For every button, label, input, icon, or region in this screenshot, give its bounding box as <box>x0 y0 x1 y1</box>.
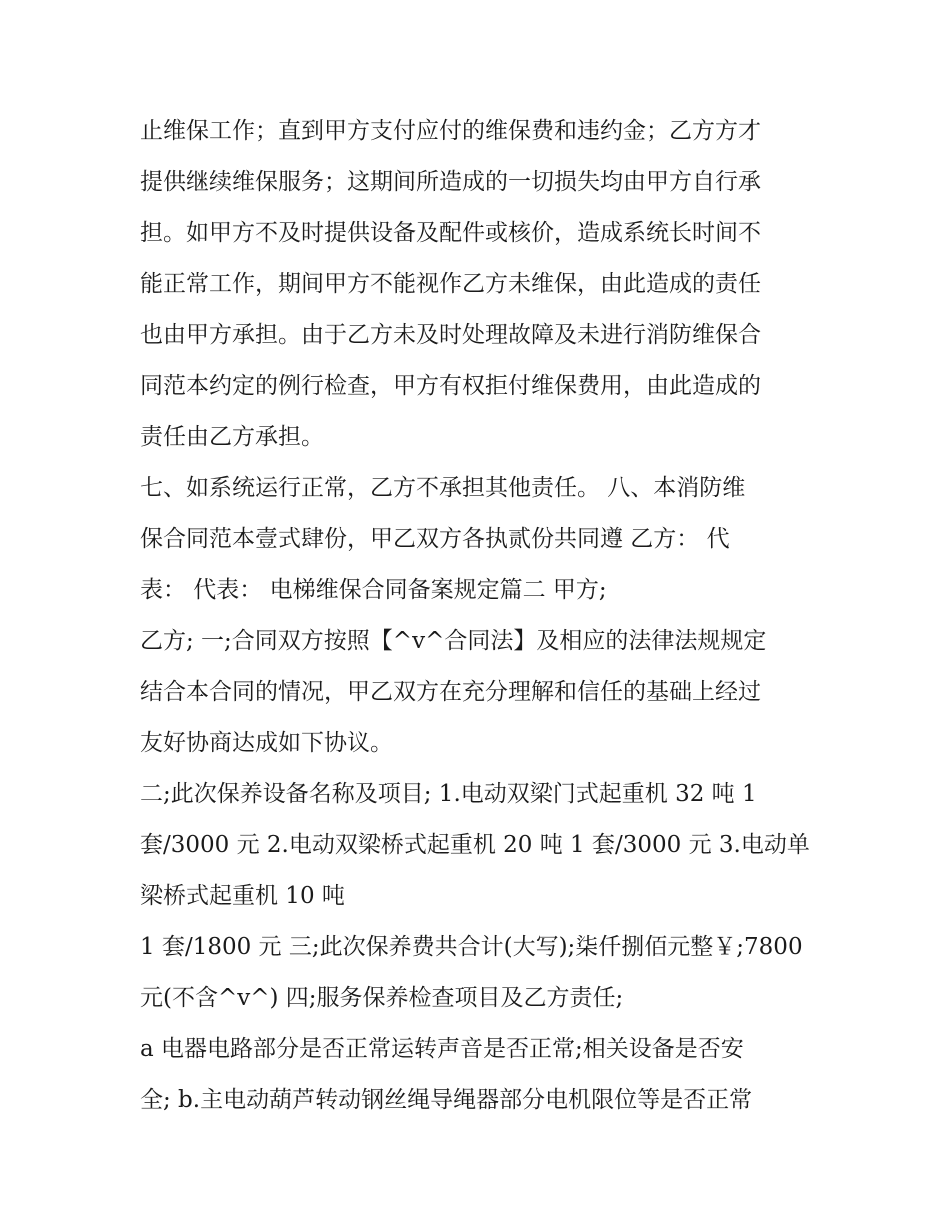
text-line: 二;此次保养设备名称及项目; 1.电动双梁门式起重机 32 吨 1 <box>140 781 757 807</box>
text-line: 提供继续维保服务；这期间所造成的一切损失均由甲方自行承 <box>140 169 761 195</box>
text-line: 结合本合同的情况，甲乙双方在充分理解和信任的基础上经过 <box>140 679 761 705</box>
document-body <box>140 106 820 1126</box>
text-line: 同范本约定的例行检查，甲方有权拒付维保费用，由此造成的 <box>140 373 761 399</box>
text-line: 全; b.主电动葫芦转动钢丝绳导绳器部分电机限位等是否正常 <box>140 1087 753 1113</box>
text-line: 也由甲方承担。由于乙方未及时处理故障及未进行消防维保合 <box>140 322 761 348</box>
text-line: 友好协商达成如下协议。 <box>140 730 393 756</box>
text-line: a 电器电路部分是否正常运转声音是否正常;相关设备是否安 <box>140 1036 744 1062</box>
text-line: 套/3000 元 2.电动双梁桥式起重机 20 吨 1 套/3000 元 3.电动单 <box>140 832 810 858</box>
text-line: 担。如甲方不及时提供设备及配件或核价，造成系统长时间不 <box>140 220 761 246</box>
text-line: 元(不含^v^) 四;服务保养检查项目及乙方责任; <box>140 985 624 1011</box>
text-line: 1 套/1800 元 三;此次保养费共合计(大写);柒仟捌佰元整￥;7800 <box>140 934 803 960</box>
text-line: 七、如系统运行正常，乙方不承担其他责任。 八、本消防维 <box>140 475 746 501</box>
text-line: 保合同范本壹式肆份，甲乙双方各执贰份共同遵 乙方： 代 <box>140 526 730 552</box>
text-line: 乙方; 一;合同双方按照【^v^合同法】及相应的法律法规规定 <box>140 628 767 654</box>
text-line: 责任由乙方承担。 <box>140 424 324 450</box>
text-line: 止维保工作；直到甲方支付应付的维保费和违约金；乙方方才 <box>140 118 761 144</box>
text-line: 能正常工作，期间甲方不能视作乙方未维保，由此造成的责任 <box>140 271 761 297</box>
text-line: 梁桥式起重机 10 吨 <box>140 883 345 909</box>
text-line: 表： 代表： 电梯维保合同备案规定篇二 甲方; <box>140 577 607 603</box>
